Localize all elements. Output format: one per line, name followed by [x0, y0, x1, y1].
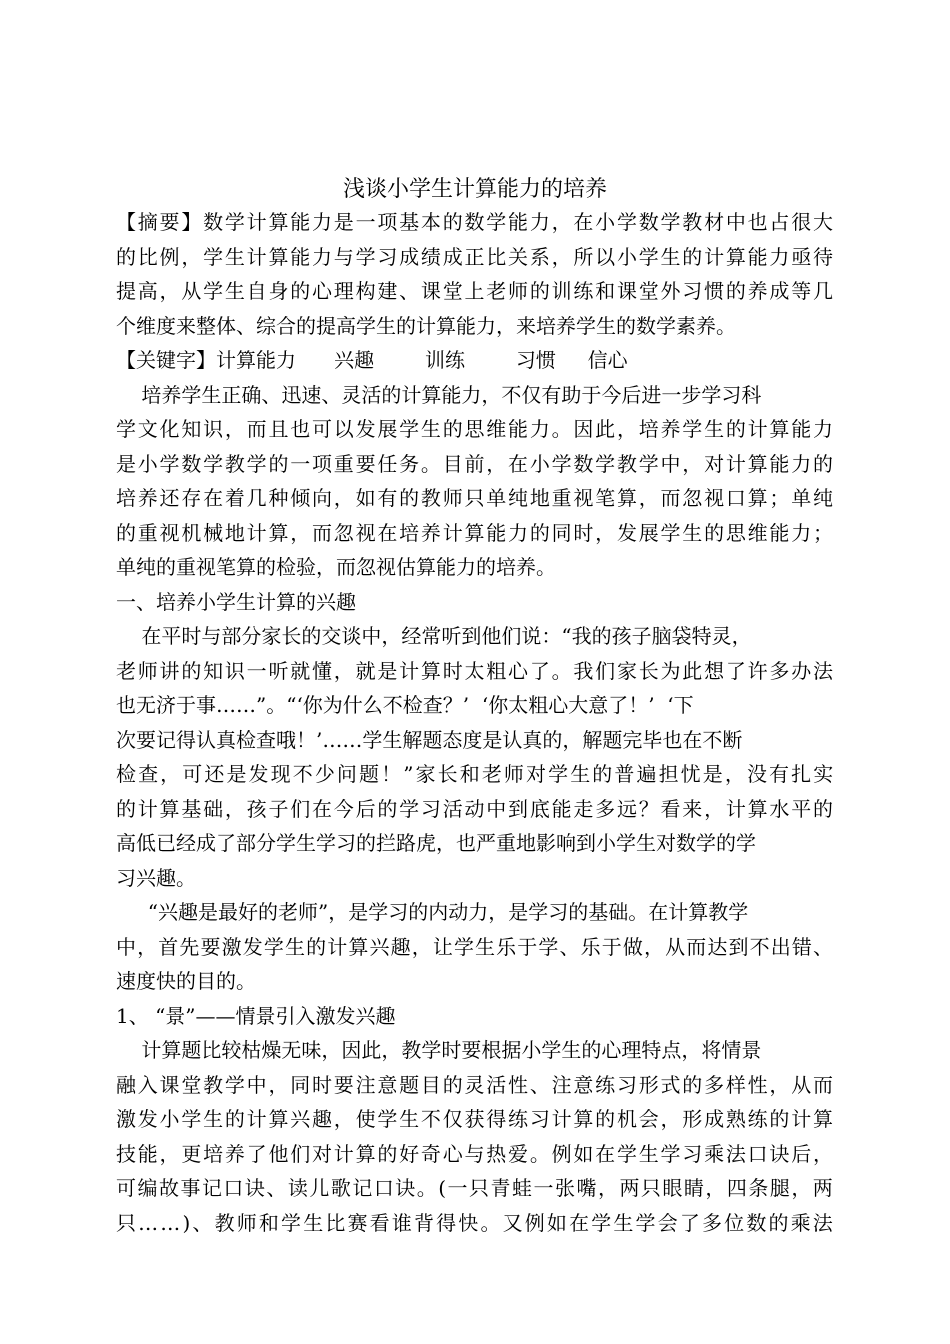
- text-line: 可编故事记口诀、读儿歌记口诀。(一只青蛙一张嘴，两只眼睛，四条腿，两: [116, 1176, 835, 1200]
- document-title: 浅谈小学生计算能力的培养: [342, 177, 607, 202]
- text-line: 计算题比较枯燥无味，因此，教学时要根据小学生的心理特点，将情景: [116, 1038, 762, 1062]
- text-line: 只……)、教师和学生比赛看谁背得快。又例如在学生学会了多位数的乘法: [116, 1210, 835, 1235]
- text-line: 培养学生正确、迅速、灵活的计算能力，不仅有助于今后进一步学习科: [116, 382, 762, 407]
- text-line: 【关键字】计算能力 兴趣 训练 习惯 信心: [116, 348, 628, 372]
- text-line: 激发小学生的计算兴趣，使学生不仅获得练习计算的机会，形成熟练的计算: [116, 1107, 835, 1131]
- text-line: 习兴趣。: [116, 865, 196, 890]
- text-line: 单纯的重视笔算的检验，而忽视估算能力的培养。: [116, 555, 556, 579]
- text-line: 一、培养小学生计算的兴趣: [116, 589, 356, 614]
- text-line: 融入课堂教学中，同时要注意题目的灵活性、注意练习形式的多样性，从而: [116, 1072, 835, 1097]
- text-line: 1、 “景”——情景引入激发兴趣: [116, 1003, 396, 1028]
- text-line: 学文化知识，而且也可以发展学生的思维能力。因此，培养学生的计算能力: [116, 417, 835, 441]
- text-line: 技能，更培养了他们对计算的好奇心与热爱。例如在学生学习乘法口诀后，: [116, 1141, 835, 1166]
- text-line: 【摘要】数学计算能力是一项基本的数学能力，在小学数学教材中也占很大: [116, 210, 835, 234]
- text-line: 的重视机械地计算，而忽视在培养计算能力的同时，发展学生的思维能力；: [116, 520, 835, 545]
- text-line: 高低已经成了部分学生学习的拦路虎，也严重地影响到小学生对数学的学: [116, 831, 756, 855]
- text-line: 提高，从学生自身的心理构建、课堂上老师的训练和课堂外习惯的养成等几: [116, 279, 835, 303]
- text-line: 检查，可还是发现不少问题！”家长和老师对学生的普遍担忧是，没有扎实: [116, 762, 836, 786]
- text-line: 中，首先要激发学生的计算兴趣，让学生乐于学、乐于做，从而达到不出错、: [116, 934, 835, 959]
- text-line: 个维度来整体、综合的提高学生的计算能力，来培养学生的数学素养。: [116, 313, 736, 338]
- text-line: 在平时与部分家长的交谈中，经常听到他们说：“我的孩子脑袋特灵，: [116, 624, 752, 648]
- text-line: 次要记得认真检查哦！’……学生解题态度是认真的，解题完毕也在不断: [116, 727, 743, 752]
- text-line: 也无济于事……”。“‘你为什么不检查？’ ‘你太粗心大意了！’ ‘下: [116, 693, 694, 717]
- text-line: “兴趣是最好的老师”，是学习的内动力，是学习的基础。在计算教学: [116, 900, 749, 924]
- text-line: 培养还存在着几种倾向，如有的教师只单纯地重视笔算，而忽视口算；单纯: [116, 486, 835, 510]
- text-line: 是小学数学教学的一项重要任务。目前，在小学数学教学中，对计算能力的: [116, 451, 835, 476]
- text-line: 的比例，学生计算能力与学习成绩成正比关系，所以小学生的计算能力亟待: [116, 244, 835, 269]
- text-line: 老师讲的知识一听就懂，就是计算时太粗心了。我们家长为此想了许多办法: [116, 658, 835, 683]
- text-line: 速度快的目的。: [116, 969, 256, 993]
- text-line: 的计算基础，孩子们在今后的学习活动中到底能走多远？看来，计算水平的: [116, 796, 835, 821]
